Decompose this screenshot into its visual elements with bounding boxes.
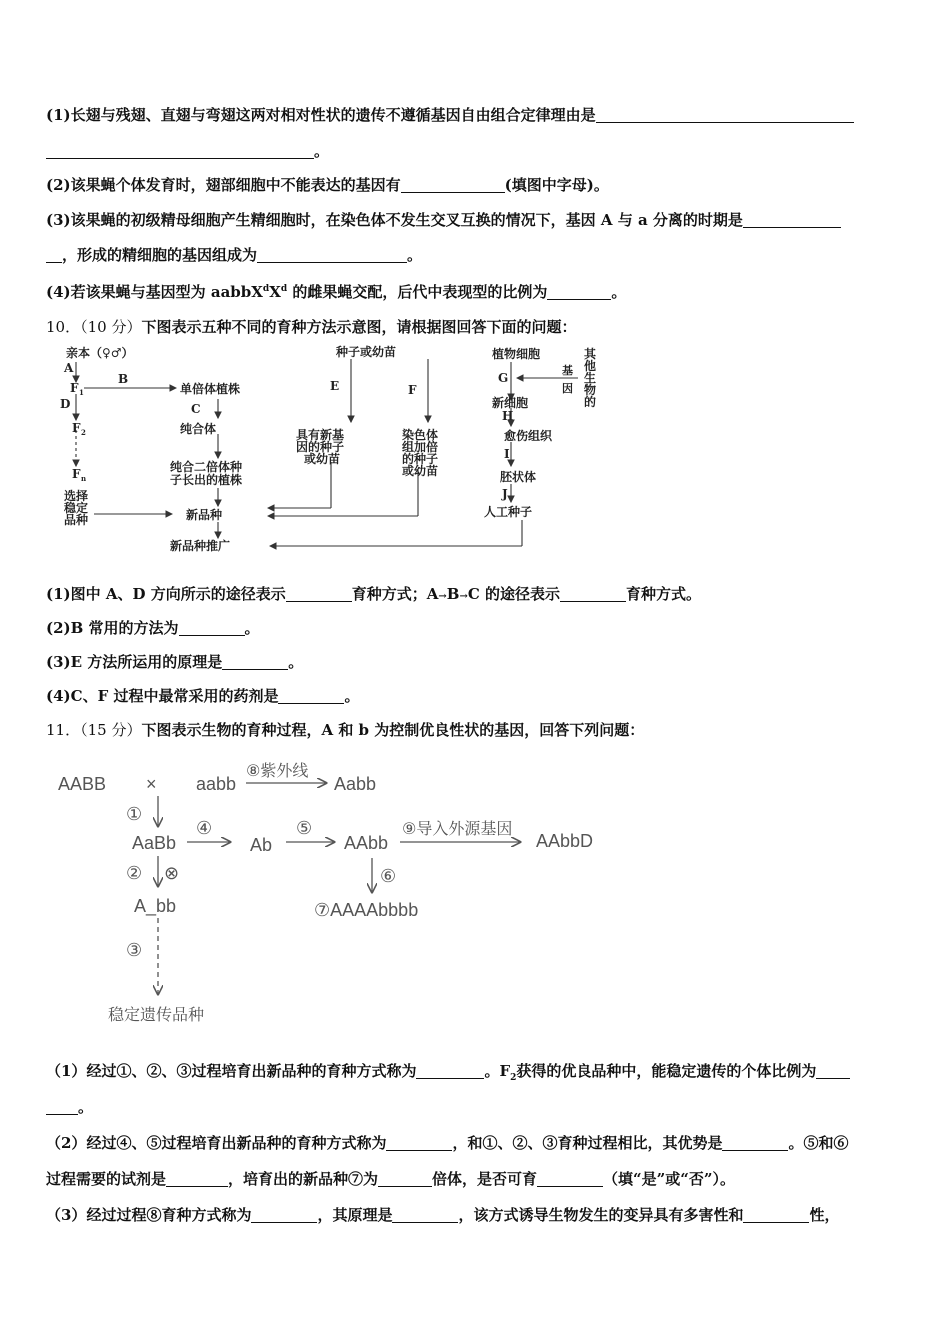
answer-blank[interactable] (537, 1171, 603, 1187)
svg-text:选择: 选择 (64, 489, 89, 503)
q11-stem: 11．（15 分）下图表示生物的育种过程，A 和 b 为控制优良性状的基因，回答下列问题： (46, 721, 645, 739)
svg-text:2: 2 (81, 428, 86, 437)
svg-text:愈伤组织: 愈伤组织 (504, 429, 553, 443)
svg-text:F: F (408, 383, 417, 397)
answer-blank[interactable] (378, 1171, 432, 1187)
q10-stem: 10．（10 分）下图表示五种不同的育种方法示意图，请根据图回答下面的问题： (46, 318, 577, 336)
svg-text:D: D (60, 397, 71, 411)
answer-blank[interactable] (743, 1207, 809, 1223)
svg-text:E: E (330, 379, 340, 393)
svg-text:因: 因 (562, 382, 573, 395)
answer-blank[interactable] (46, 247, 62, 263)
q10-item3: (3)E 方法所运用的原理是 。 (46, 653, 304, 671)
svg-text:H: H (502, 409, 514, 423)
transgenic-aabbd: AAbbD (536, 831, 594, 851)
answer-blank[interactable] (222, 654, 288, 670)
polyploid-label: ⑦AAAAbbbb (314, 900, 419, 920)
svg-text:具有新基: 具有新基 (296, 428, 345, 442)
q11-item3: （3）经过过程⑧育种方式称为 ，其原理是 ，该方式诱导生物发生的变异具有多害性和 性， (46, 1206, 840, 1224)
svg-text:生: 生 (584, 371, 597, 385)
svg-text:A: A (64, 361, 74, 375)
svg-text:品种: 品种 (64, 513, 89, 527)
answer-blank[interactable] (278, 688, 344, 704)
svg-text:⊗: ⊗ (164, 863, 180, 883)
answer-blank[interactable] (401, 177, 505, 193)
q11-item1-cont: 。 (46, 1096, 93, 1117)
answer-blank[interactable] (560, 586, 626, 602)
answer-blank[interactable] (166, 1171, 228, 1187)
svg-text:F: F (70, 381, 79, 395)
svg-text:稳定: 稳定 (64, 501, 89, 515)
answer-blank[interactable] (46, 1099, 78, 1115)
svg-text:的: 的 (584, 395, 597, 409)
svg-text:纯合二倍体种: 纯合二倍体种 (170, 460, 243, 474)
svg-text:aabb: aabb (196, 774, 237, 794)
svg-text:AAbb: AAbb (344, 833, 389, 853)
svg-text:n: n (81, 474, 87, 483)
svg-text:①: ① (126, 804, 143, 824)
svg-text:③: ③ (126, 940, 143, 960)
stable-variety-label: 稳定遗传品种 (108, 1007, 205, 1024)
haploid-label: 单倍体植株 (180, 382, 241, 396)
answer-blank[interactable] (416, 1063, 484, 1079)
answer-blank[interactable] (286, 586, 352, 602)
svg-text:因的种子: 因的种子 (296, 440, 345, 454)
q9-item3-cont: ，形成的精细胞的基因组成为 。 (46, 244, 422, 265)
svg-text:A_bb: A_bb (134, 896, 177, 916)
answer-blank[interactable] (743, 212, 841, 228)
answer-blank[interactable] (386, 1135, 452, 1151)
answer-blank[interactable] (547, 284, 611, 300)
q9-item4: (4)若该果蝇与基因型为 $aabbX^dX^d$ 的雌果蝇交配，后代中表现型的比例为 。 (46, 283, 627, 301)
svg-text:或幼苗: 或幼苗 (304, 452, 341, 466)
breeding-methods-diagram (46, 342, 606, 562)
q9-item1-cont: 。 (46, 140, 329, 161)
svg-text:染色体: 染色体 (402, 428, 439, 442)
q9-item1: (1)长翅与残翅、直翅与弯翅这两对相对性状的遗传不遵循基因自由组合定律理由是 (46, 104, 854, 125)
svg-text:⑨导入外源基因: ⑨导入外源基因 (402, 821, 513, 838)
answer-blank[interactable] (722, 1135, 788, 1151)
svg-text:基: 基 (562, 364, 573, 377)
answer-blank[interactable] (392, 1207, 458, 1223)
answer-blank[interactable] (596, 107, 854, 123)
answer-blank[interactable] (816, 1063, 850, 1079)
svg-text:子长出的植株: 子长出的植株 (170, 473, 243, 487)
svg-text:他: 他 (584, 359, 597, 373)
svg-text:F: F (72, 467, 81, 481)
seeds-label: 种子或幼苗 (336, 345, 397, 359)
q10-item2: (2)B 常用的方法为 。 (46, 619, 260, 637)
q10-item1: (1)图中 A、D 方向所示的途径表示 育种方式；A→B→C 的途径表示 育种方式。 (46, 585, 702, 603)
svg-text:F: F (72, 421, 81, 435)
f1-aabb: AaBb (132, 833, 177, 853)
mutant-aabb: Aabb (334, 774, 377, 794)
svg-text:胚状体: 胚状体 (500, 470, 537, 484)
svg-text:×: × (146, 774, 157, 794)
answer-blank[interactable] (257, 247, 407, 263)
svg-text:或幼苗: 或幼苗 (402, 464, 439, 478)
svg-text:新细胞: 新细胞 (492, 396, 529, 410)
svg-text:⑤: ⑤ (296, 818, 313, 838)
q9-item3: (3)该果蝇的初级精母细胞产生精细胞时，在染色体不发生交叉互换的情况下，基因 A 与 a 分离的时期是 (46, 209, 841, 230)
q11-item1: （1）经过①、②、③过程培育出新品种的育种方式称为 。$F_2$获得的优良品种中，能稳定遗传的个体比例为 (46, 1060, 850, 1083)
svg-text:I: I (504, 447, 510, 461)
svg-text:纯合体: 纯合体 (180, 422, 217, 436)
svg-text:Ab: Ab (250, 835, 273, 855)
svg-text:④: ④ (196, 818, 213, 838)
svg-text:AABB: AABB (58, 774, 107, 794)
svg-text:②: ② (126, 863, 143, 883)
svg-text:组加倍: 组加倍 (402, 440, 439, 454)
q9-item2: (2)该果蝇个体发育时，翅部细胞中不能表达的基因有 (填图中字母)。 (46, 176, 609, 194)
q11-item2-cont: 过程需要的试剂是 ，培育出的新品种⑦为 倍体，是否可育 （填“是”或“否”）。 (46, 1170, 736, 1188)
answer-blank[interactable] (179, 620, 245, 636)
svg-text:1: 1 (79, 388, 84, 397)
svg-text:J: J (502, 487, 508, 501)
svg-text:其: 其 (584, 347, 597, 361)
q10-item4: (4)C、F 过程中最常采用的药剂是 。 (46, 687, 360, 705)
svg-text:C: C (191, 402, 201, 416)
artificial-seed-label: 人工种子 (484, 505, 533, 519)
new-variety-label: 新品种 (186, 508, 223, 522)
promote-label: 新品种推广 (170, 539, 231, 553)
svg-text:G: G (498, 371, 509, 385)
svg-text:⑥: ⑥ (380, 866, 397, 886)
answer-blank[interactable] (251, 1207, 317, 1223)
svg-text:B: B (118, 372, 129, 386)
q11-item2: （2）经过④、⑤过程培育出新品种的育种方式称为 ，和①、②、③育种过程相比，其优势是 。⑤和⑥ (46, 1134, 849, 1152)
svg-text:物: 物 (584, 383, 597, 397)
breeding-process-diagram (50, 758, 620, 1028)
parent-label: 亲本（♀♂） (66, 346, 134, 360)
svg-text:⑧紫外线: ⑧紫外线 (246, 763, 309, 780)
answer-blank[interactable] (46, 143, 314, 159)
plant-cell-label: 植物细胞 (492, 347, 541, 361)
svg-text:的种子: 的种子 (402, 452, 439, 466)
